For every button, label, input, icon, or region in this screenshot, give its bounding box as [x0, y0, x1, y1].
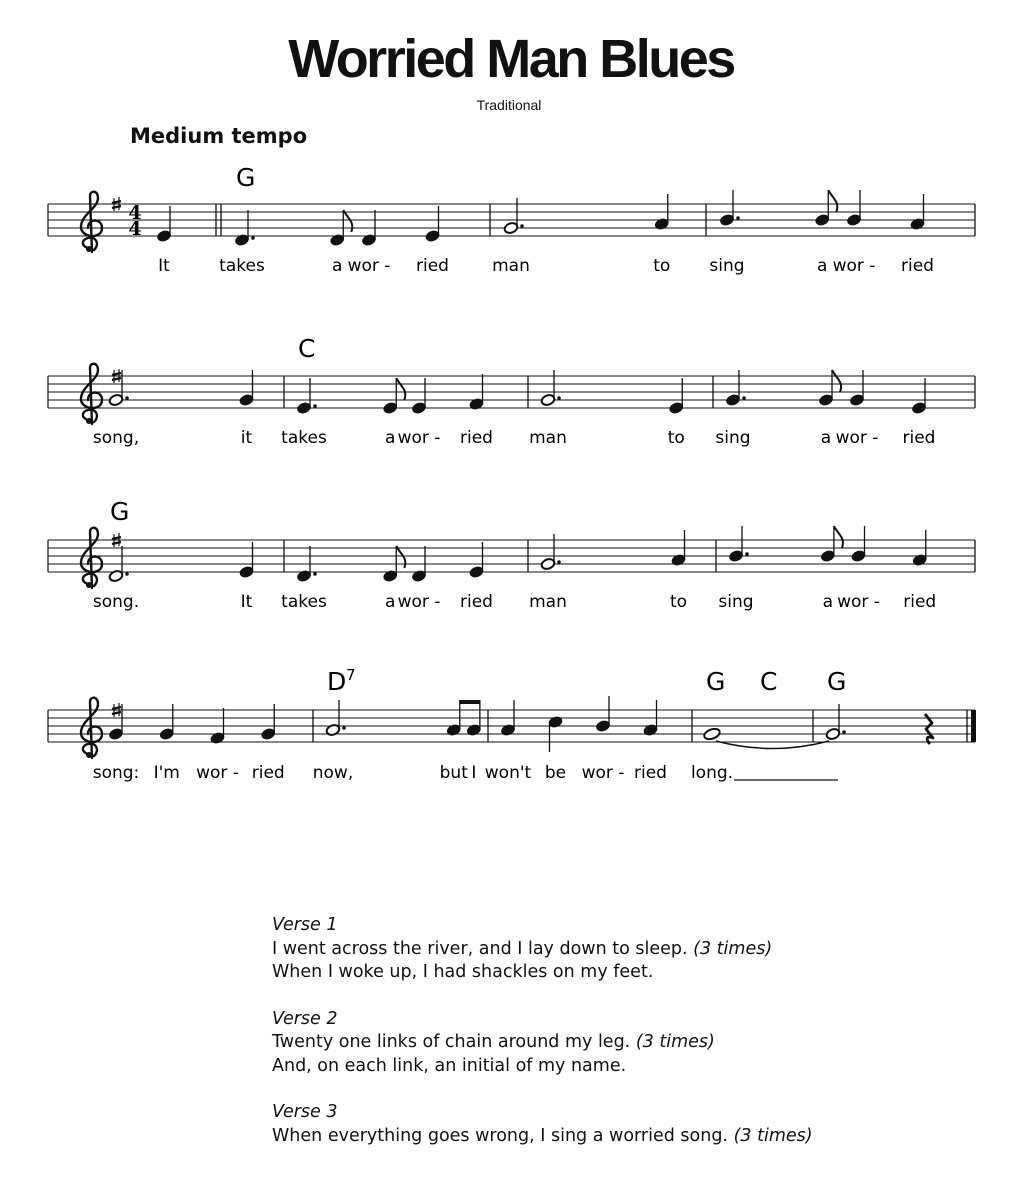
lyric-syllable: a — [822, 592, 834, 612]
lyric-syllable: I'm — [153, 763, 180, 783]
lyric-syllable: a — [817, 256, 828, 276]
verse-block — [272, 1008, 813, 1079]
verse-line-text: And, on each link, an initial of my name. — [272, 1055, 627, 1076]
dot — [557, 396, 561, 400]
time-signature-top: 4 — [128, 202, 142, 224]
verse-line-text: I went across the river, and I lay down to sleep. — [272, 938, 688, 959]
note — [820, 526, 843, 563]
lyric-syllable: wor - — [832, 256, 876, 276]
eighth-flag-icon — [396, 546, 405, 568]
verse-line-text: When everything goes wrong, I sing a worried song. — [272, 1125, 728, 1146]
lyric-syllable: wor - — [347, 256, 391, 276]
lyric-syllable: ried — [460, 428, 493, 448]
lyric-syllable: won't — [484, 763, 532, 783]
verses-section — [272, 914, 813, 1171]
final-barline — [971, 710, 976, 742]
lyric-syllable: but — [439, 763, 468, 783]
lyric-syllable: wor - — [397, 428, 441, 448]
note — [851, 526, 866, 563]
lyric-syllable: a — [385, 428, 396, 448]
chord-superscript: 7 — [346, 666, 356, 684]
eighth-flag-icon — [832, 370, 841, 392]
dot — [742, 396, 746, 400]
chord-symbol: G — [110, 497, 130, 526]
eighth-flag-icon — [828, 190, 837, 212]
lyric-syllable: now, — [312, 763, 354, 783]
lyric-syllable: to — [667, 428, 685, 448]
beam — [460, 700, 480, 704]
verse-line — [272, 961, 813, 985]
dot — [842, 730, 846, 734]
chord-symbol: G — [827, 667, 847, 696]
lyric-syllable: wor - — [835, 428, 879, 448]
chord-symbol: G — [706, 667, 726, 696]
lyric-syllable: ried — [251, 763, 285, 783]
staff-system — [48, 334, 975, 448]
lyric-syllable: song, — [92, 428, 140, 448]
lyric-syllable: takes — [219, 256, 265, 276]
dot — [251, 236, 255, 240]
lyric-syllable: to — [669, 592, 688, 612]
lyric-syllable: wor - — [196, 763, 239, 783]
lyric-syllable: sing — [709, 256, 745, 276]
verse-line — [272, 938, 813, 962]
note — [846, 190, 861, 227]
staff-system — [48, 497, 975, 612]
lyric-syllable: takes — [281, 428, 327, 448]
eighth-flag-icon — [343, 210, 352, 232]
eighth-flag-icon — [396, 378, 405, 400]
repeat-count: (3 times) — [635, 1032, 715, 1052]
lyric-syllable: ried — [903, 592, 937, 612]
verse-line — [272, 1031, 813, 1055]
chord-symbol: D — [327, 667, 347, 696]
song-title: Worried Man Blues — [288, 29, 734, 89]
treble-clef-icon — [81, 364, 102, 424]
lyric-syllable: sing — [718, 592, 754, 612]
lyric-syllable: to — [653, 256, 671, 276]
lyric-syllable: takes — [281, 592, 327, 612]
note — [815, 190, 838, 227]
dot — [745, 552, 749, 556]
lyric-syllable: man — [529, 592, 567, 612]
note — [719, 190, 739, 227]
dot — [313, 404, 317, 408]
lyric-syllable: a — [332, 256, 343, 276]
dot — [520, 224, 524, 228]
chord-symbol: C — [298, 334, 316, 363]
lyric-syllable: ried — [460, 592, 493, 612]
dot — [125, 572, 129, 576]
tempo-marking: Medium tempo — [130, 124, 308, 148]
lyric-syllable: man — [529, 428, 567, 448]
lyric-syllable: sing — [715, 428, 751, 448]
lyric-syllable: it — [240, 428, 253, 448]
lyric-syllable: It — [240, 592, 253, 612]
verse-block — [272, 914, 813, 985]
eighth-flag-icon — [834, 526, 843, 548]
lyric-syllable: wor - — [837, 592, 880, 612]
verse-line-text: When I woke up, I had shackles on my feet. — [272, 962, 654, 982]
composer-credit: Traditional — [476, 97, 542, 113]
lyric-syllable: ried — [901, 256, 934, 276]
lyric-syllable: a — [385, 592, 396, 612]
lyric-syllable: I — [471, 763, 477, 783]
note — [728, 526, 748, 563]
dot — [736, 216, 740, 220]
notehead — [703, 727, 721, 741]
repeat-count: (3 times) — [733, 1125, 813, 1146]
lyric-syllable: song: — [92, 763, 140, 783]
lyric-syllable: ried — [416, 256, 449, 276]
lyric-syllable: song. — [92, 592, 140, 612]
staff-system — [48, 666, 976, 783]
treble-clef-icon — [81, 192, 102, 252]
note — [595, 696, 610, 733]
dot — [342, 726, 346, 730]
verse-block — [272, 1101, 813, 1148]
chord-symbol: C — [760, 667, 778, 696]
dot — [557, 560, 561, 564]
lyric-syllable: man — [492, 256, 530, 276]
verse-line-text: Twenty one links of chain around my leg. — [272, 1032, 631, 1052]
lyric-syllable: long. — [690, 763, 734, 783]
verse-line — [272, 1055, 813, 1079]
verse-label: Verse 2 — [272, 1008, 338, 1029]
dot — [313, 572, 317, 576]
staff-system — [48, 163, 975, 276]
lyric-syllable: be — [544, 763, 567, 783]
lyric-syllable: wor - — [581, 763, 625, 783]
verse-line — [272, 1125, 813, 1149]
note — [703, 727, 721, 741]
lyric-syllable: It — [158, 256, 170, 276]
chord-symbol: G — [236, 163, 256, 192]
verse-label: Verse 1 — [272, 915, 338, 935]
time-signature-bottom: 4 — [128, 218, 142, 240]
verse-label: Verse 3 — [272, 1102, 338, 1122]
dot — [125, 396, 129, 400]
treble-clef-icon — [81, 698, 102, 758]
lyric-syllable: ried — [634, 763, 667, 783]
lyric-syllable: a — [820, 428, 832, 448]
lyric-syllable: wor - — [397, 592, 441, 612]
treble-clef-icon — [81, 528, 102, 588]
lyric-syllable: ried — [902, 428, 936, 448]
repeat-count: (3 times) — [693, 938, 773, 959]
